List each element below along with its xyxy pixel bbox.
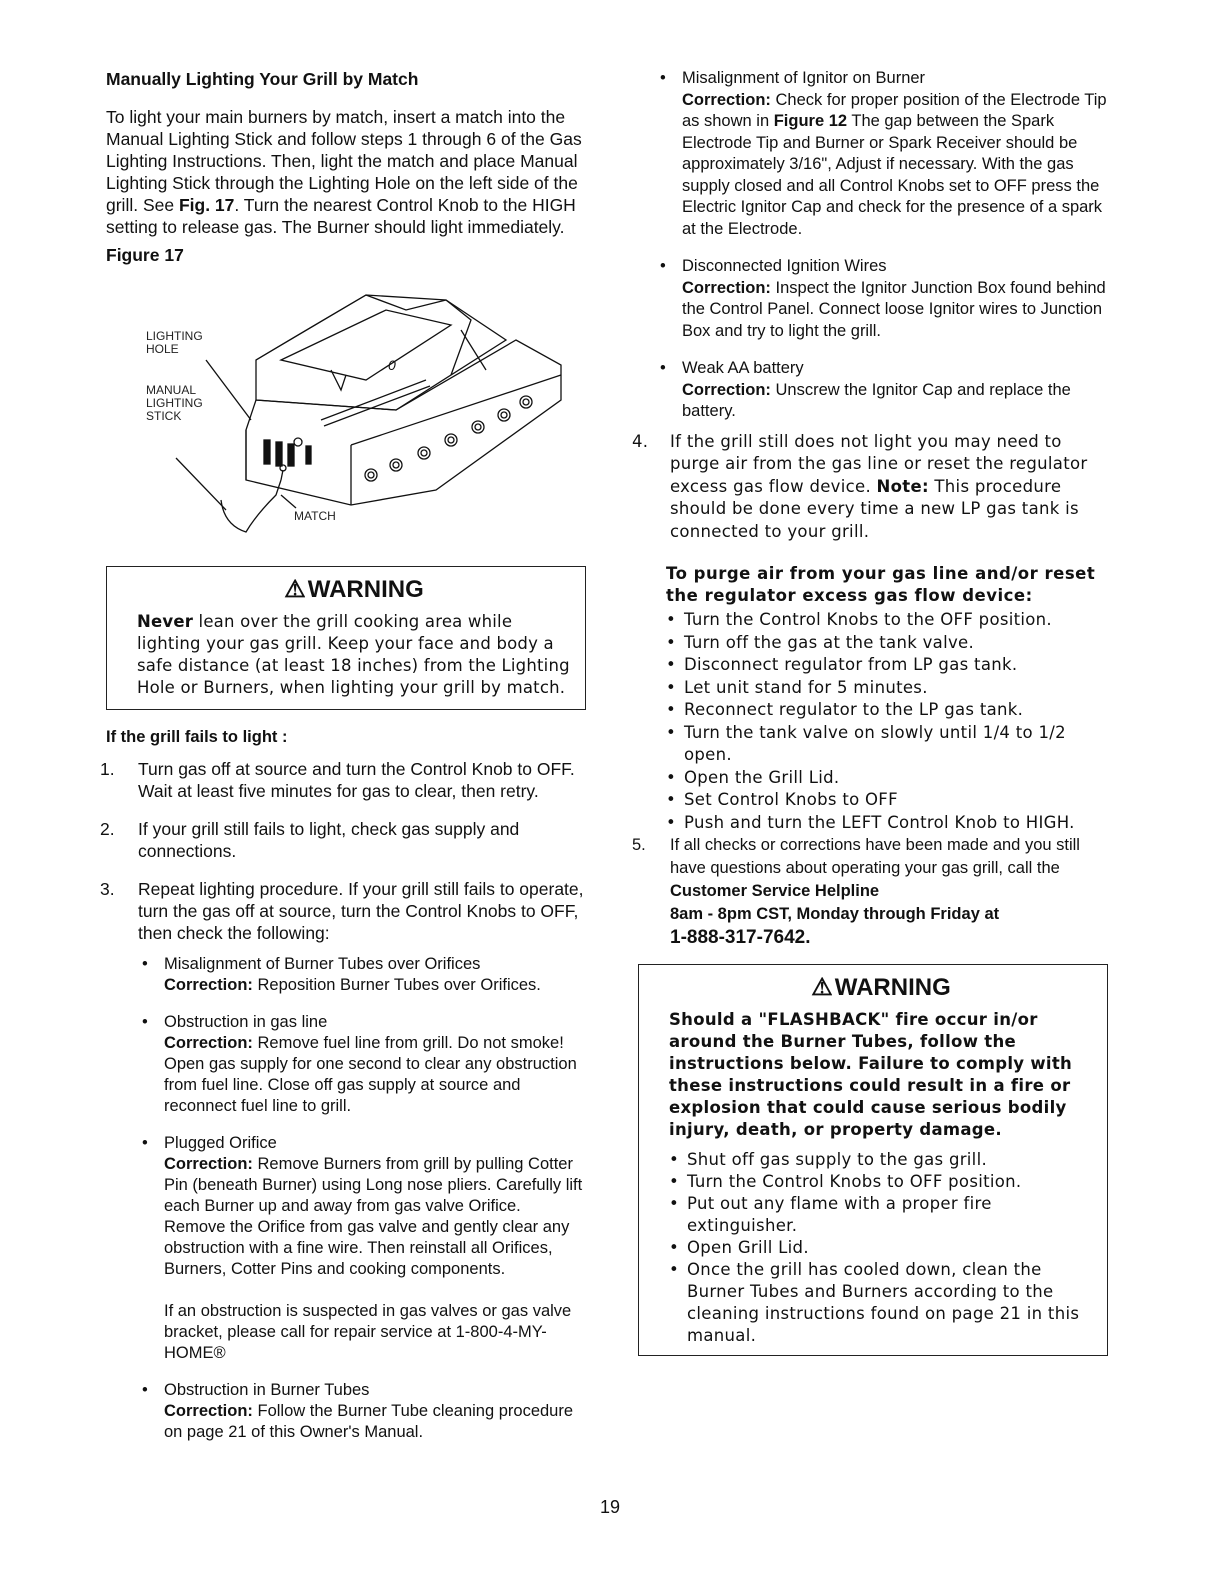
bullet-icon: • bbox=[666, 812, 677, 832]
bullet-icon: • bbox=[669, 1260, 680, 1279]
correction-label: Correction: bbox=[164, 1034, 253, 1052]
list-item bbox=[100, 818, 586, 862]
correction-text: Reposition Burner Tubes over Orifices. bbox=[252, 976, 541, 994]
repair-service-text: If an obstruction is suspected in gas valves or gas valve bracket, please call for repair service at 1-800-4-MY-HOME® bbox=[164, 1302, 572, 1362]
figure-reference: Fig. 17 bbox=[178, 195, 235, 215]
list-item bbox=[669, 1149, 1093, 1171]
step-text: If your grill still fails to light, check gas supply and connections. bbox=[138, 819, 520, 861]
bullet-icon: • bbox=[142, 955, 148, 973]
check-title: Obstruction in Burner Tubes bbox=[164, 1381, 370, 1399]
correction-text: Check for proper position of the Electrode Tip as shown in bbox=[682, 90, 1107, 130]
bullet-icon: • bbox=[669, 1150, 680, 1169]
correction-label: Correction: bbox=[164, 1402, 253, 1420]
list-item bbox=[666, 812, 1108, 835]
step-number: 3. bbox=[100, 879, 115, 899]
warning-step-text: Shut off gas supply to the gas grill. bbox=[687, 1150, 987, 1169]
list-item bbox=[100, 758, 586, 802]
list-item bbox=[666, 767, 1108, 790]
warning-step-text: Put out any flame with a proper fire extinguisher. bbox=[687, 1194, 992, 1235]
bullet-icon: • bbox=[666, 632, 677, 652]
purge-step-text: Turn the Control Knobs to the OFF position. bbox=[684, 610, 1052, 629]
bullet-icon: • bbox=[666, 610, 677, 629]
intro-paragraph bbox=[106, 106, 586, 238]
correction-label: Correction: bbox=[164, 976, 253, 994]
bullet-icon: • bbox=[142, 1134, 148, 1152]
correction-text: Follow the Burner Tube cleaning procedure on page 21 of this Owner's Manual. bbox=[164, 1402, 574, 1441]
check-title: Disconnected Ignition Wires bbox=[682, 257, 887, 275]
bullet-icon: • bbox=[666, 722, 677, 742]
purge-step-text: Reconnect regulator to the LP gas tank. bbox=[684, 700, 1024, 719]
bullet-icon: • bbox=[660, 257, 666, 275]
bullet-icon: • bbox=[666, 677, 677, 697]
note-label: Note: bbox=[876, 476, 929, 496]
step-text: If the grill still does not light you may need to purge air from the gas line or reset the regulator excess gas flow device. bbox=[670, 431, 1088, 496]
warning-body: lean over the grill cooking area while lighting your gas grill. Keep your face and body a safe distance (at least 18 inches) from the Lighting Hole or Burners, when lighting your grill by match. bbox=[137, 612, 570, 697]
step-number: 4. bbox=[632, 431, 649, 451]
bullet-icon: • bbox=[666, 655, 677, 674]
correction-text: Inspect the Ignitor Junction Box found behind the Control Panel. Connect loose Ignitor wires to Junction Box and try to light the grill. bbox=[682, 278, 1106, 340]
warning-triangle-icon: ⚠ bbox=[284, 576, 306, 603]
correction-text: Unscrew the Ignitor Cap and replace the battery. bbox=[682, 380, 1071, 420]
step-number: 2. bbox=[100, 819, 115, 839]
step-number: 5. bbox=[632, 836, 646, 854]
list-item bbox=[666, 677, 1108, 700]
list-item bbox=[666, 609, 1108, 632]
list-item bbox=[669, 1171, 1093, 1193]
note-text: This procedure should be done every time a new LP gas tank is connected to your grill. bbox=[670, 476, 1079, 541]
fails-heading: If the grill fails to light : bbox=[106, 728, 288, 746]
list-item bbox=[142, 1380, 586, 1443]
page-number: 19 bbox=[600, 1497, 621, 1517]
correction-label: Correction: bbox=[164, 1155, 253, 1173]
helpline-hours: 8am - 8pm CST, Monday through Friday at bbox=[670, 905, 1000, 923]
bullet-icon: • bbox=[660, 69, 666, 87]
list-item bbox=[660, 256, 1108, 342]
list-item bbox=[669, 1259, 1093, 1347]
purge-heading: To purge air from your gas line and/or reset the regulator excess gas flow device: bbox=[666, 564, 1096, 605]
bullet-icon: • bbox=[669, 1194, 680, 1213]
purge-step-text: Let unit stand for 5 minutes. bbox=[684, 677, 928, 697]
checks-list-continued bbox=[660, 68, 1108, 423]
helpline-label: Customer Service Helpline bbox=[670, 882, 880, 900]
warning-title bbox=[669, 973, 1093, 1003]
purge-step-text: Disconnect regulator from LP gas tank. bbox=[684, 655, 1018, 674]
right-column bbox=[632, 68, 1108, 1356]
warning-body: Should a "FLASHBACK" fire occur in/or around the Burner Tubes, follow the instructions below. Failure to comply with these instructions could result in a fire or explosion that could cause serious bodily injury, death, or property damage. bbox=[669, 1010, 1073, 1139]
bullet-icon: • bbox=[666, 700, 677, 719]
step-number: 1. bbox=[100, 759, 115, 779]
bullet-icon: • bbox=[669, 1238, 680, 1257]
purge-step-text: Turn off the gas at the tank valve. bbox=[684, 632, 975, 652]
list-item bbox=[660, 358, 1108, 423]
warning-step-text: Turn the Control Knobs to OFF position. bbox=[687, 1172, 1022, 1191]
svg-text:0: 0 bbox=[388, 357, 396, 373]
grill-figure bbox=[106, 270, 576, 560]
correction-label: Correction: bbox=[682, 90, 771, 109]
warning-title-text: WARNING bbox=[834, 974, 951, 1001]
callout-lighting-hole: LIGHTING HOLE bbox=[146, 329, 203, 356]
check-title: Obstruction in gas line bbox=[164, 1013, 328, 1031]
warning-lead: Never bbox=[137, 612, 194, 631]
step-text: Turn gas off at source and turn the Control Knob to OFF. Wait at least five minutes for gas to clear, then retry. bbox=[138, 759, 575, 801]
bullet-icon: • bbox=[142, 1381, 148, 1399]
purge-step-text: Push and turn the LEFT Control Knob to HIGH. bbox=[684, 812, 1075, 832]
check-title: Misalignment of Burner Tubes over Orifices bbox=[164, 955, 481, 973]
purge-step-text: Turn the tank valve on slowly until 1/4 to 1/2 open. bbox=[684, 722, 1066, 764]
correction-text: Remove Burners from grill by pulling Cotter Pin (beneath Burner) using Long nose pliers. Carefully lift each Burner up and away from gas valve Orifice. Remove the Orifice from gas valve and gently clear any obstruction with a fine wire. Then reinstall all Orifices, Burners, Cotter Pins and cooking components. bbox=[164, 1155, 583, 1278]
bullet-icon: • bbox=[666, 767, 677, 787]
warning-step-text: Open Grill Lid. bbox=[687, 1238, 809, 1257]
list-item bbox=[666, 699, 1108, 722]
fail-steps-list bbox=[100, 758, 586, 944]
step-text: Repeat lighting procedure. If your grill still fails to operate, turn the gas off at source, turn the Control Knobs to OFF, then check the following: bbox=[138, 879, 584, 943]
bullet-icon: • bbox=[666, 790, 677, 809]
list-item bbox=[666, 654, 1108, 677]
bullet-icon: • bbox=[669, 1172, 680, 1191]
helpline-phone: 1-888-317-7642. bbox=[670, 927, 811, 948]
step-5 bbox=[632, 834, 1108, 950]
intro-text: To light your main burners by match, insert a match into the Manual Lighting Stick and follow steps 1 through 6 of the Gas Lighting Instructions. Then, light the match and place Manual Lighting Stick through the Lighting Hole on the left side of the grill. See bbox=[106, 107, 582, 215]
step-text: If all checks or corrections have been made and you still have questions about operating your gas grill, call the bbox=[670, 836, 1080, 877]
left-column bbox=[100, 68, 586, 1459]
bullet-icon: • bbox=[660, 359, 666, 377]
correction-text-rest: The gap between the Spark Electrode Tip and Burner or Spark Receiver should be approximately 3/16", Adjust if necessary. With the gas supply closed and all Control Knobs set to OFF press the Electric Ignitor Cap and check for the presence of a spark at the Electrode. bbox=[682, 112, 1103, 238]
figure-label: Figure 17 bbox=[106, 245, 184, 265]
warning-title bbox=[137, 575, 571, 605]
purge-step-text: Open the Grill Lid. bbox=[684, 767, 840, 787]
section-heading: Manually Lighting Your Grill by Match bbox=[106, 69, 419, 89]
check-title: Weak AA battery bbox=[682, 359, 804, 377]
list-item bbox=[666, 722, 1108, 767]
warning-step-text: Once the grill has cooled down, clean the Burner Tubes and Burners according to the cleaning instructions found on page 21 in this manual. bbox=[687, 1260, 1080, 1345]
warning-box-match bbox=[106, 566, 586, 710]
purge-step-text: Set Control Knobs to OFF bbox=[684, 790, 898, 809]
list-item bbox=[142, 954, 586, 996]
figure-reference: Figure 12 bbox=[773, 112, 848, 130]
warning-text bbox=[137, 611, 571, 699]
list-item bbox=[142, 1133, 586, 1364]
callout-manual-lighting-stick: MANUAL LIGHTING STICK bbox=[146, 383, 203, 423]
correction-label: Correction: bbox=[682, 278, 771, 297]
list-item bbox=[666, 632, 1108, 655]
checks-list bbox=[142, 954, 586, 1443]
list-item bbox=[669, 1193, 1093, 1237]
list-item bbox=[660, 68, 1108, 240]
correction-label: Correction: bbox=[682, 380, 771, 399]
purge-steps-list bbox=[638, 609, 1108, 834]
check-title: Misalignment of Ignitor on Burner bbox=[682, 69, 926, 87]
list-item bbox=[142, 1012, 586, 1117]
correction-text: Remove fuel line from grill. Do not smoke! Open gas supply for one second to clear any obstruction from fuel line. Close off gas supply at source and reconnect fuel line to grill. bbox=[164, 1034, 577, 1115]
list-item bbox=[100, 878, 586, 944]
callout-match: MATCH bbox=[294, 509, 336, 523]
warning-triangle-icon: ⚠ bbox=[811, 974, 833, 1001]
list-item bbox=[669, 1237, 1093, 1259]
intro-text-rest: . Turn the nearest Control Knob to the HIGH setting to release gas. The Burner should light immediately. bbox=[106, 195, 576, 237]
warning-title-text: WARNING bbox=[307, 576, 424, 603]
list-item bbox=[666, 789, 1108, 812]
step-4 bbox=[632, 431, 1108, 544]
check-title: Plugged Orifice bbox=[164, 1134, 277, 1152]
warning-box-flashback bbox=[638, 964, 1108, 1356]
bullet-icon: • bbox=[142, 1013, 148, 1031]
